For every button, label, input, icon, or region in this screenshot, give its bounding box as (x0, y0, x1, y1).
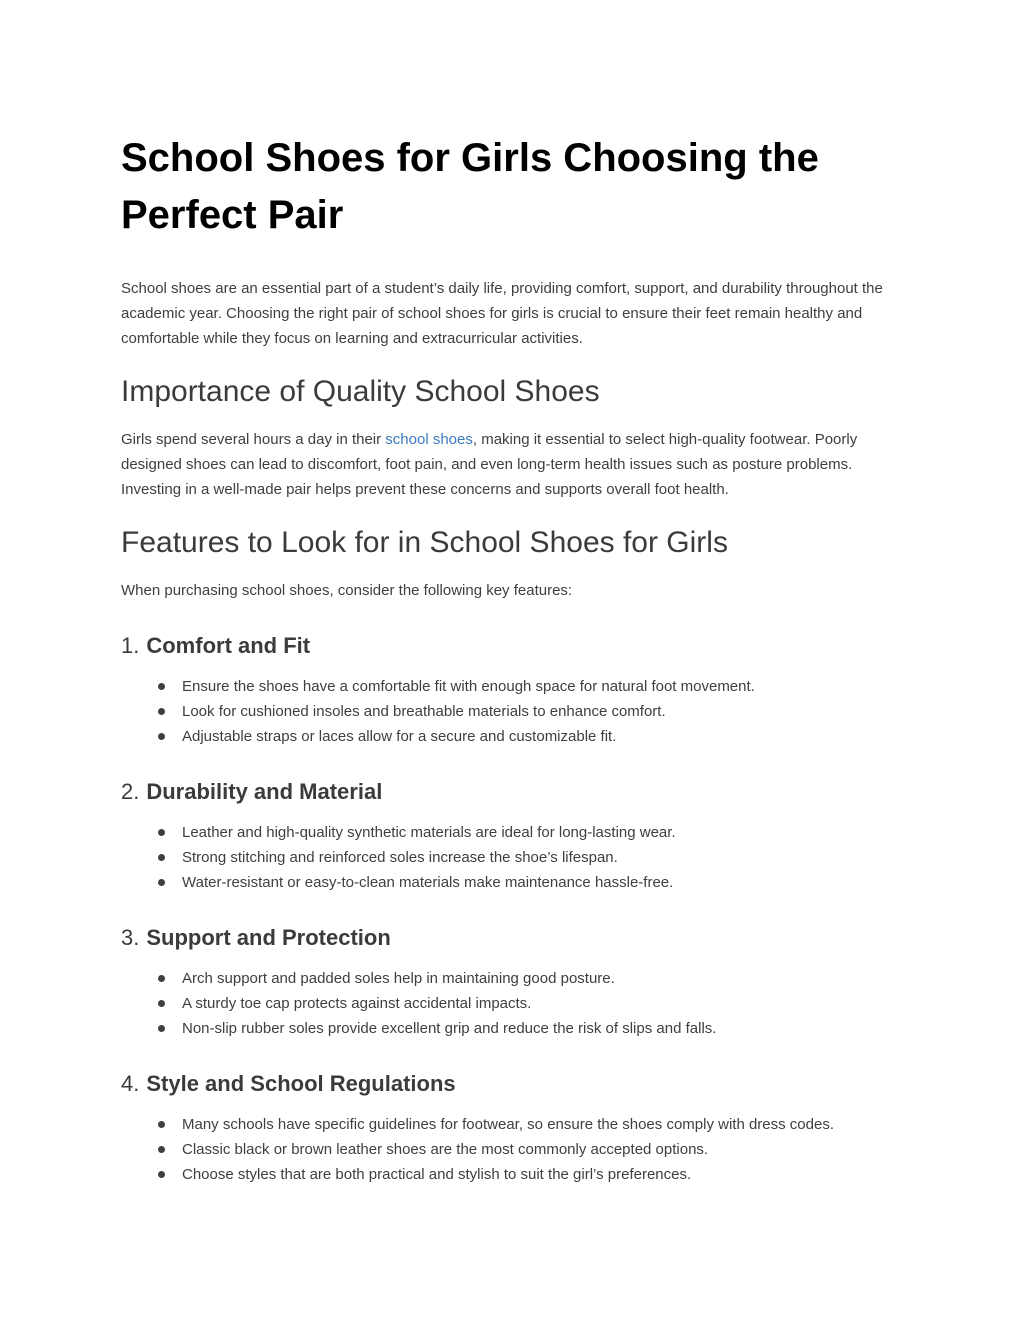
list-item: Choose styles that are both practical and stylish to suit the girl’s preferences. (121, 1162, 903, 1187)
list-item: Strong stitching and reinforced soles increase the shoe’s lifespan. (121, 845, 903, 870)
intro-paragraph: School shoes are an essential part of a student’s daily life, providing comfort, support, and durability throughout the academic year. Choosing the right pair of school shoes for girls is crucial to ensure their feet remain healthy and comfortable while they focus on learning and extracurricular activities. (121, 280, 883, 347)
document-title: School Shoes for Girls Choosing the Perfect Pair (121, 136, 819, 237)
list-item: Arch support and padded soles help in maintaining good posture. (121, 966, 903, 991)
subsection-heading-comfort (121, 631, 903, 661)
feature-list-durability (121, 820, 903, 895)
feature-list-support (121, 966, 903, 1041)
features-lead-paragraph: When purchasing school shoes, consider the following key features: (121, 582, 573, 599)
subsection-number: 4. (121, 1071, 140, 1096)
list-item: Adjustable straps or laces allow for a secure and customizable fit. (121, 724, 903, 749)
subsection-heading-support (121, 923, 903, 953)
subsection-heading-style (121, 1069, 903, 1099)
feature-list-style (121, 1112, 903, 1187)
subsection-title: Style and School Regulations (146, 1071, 456, 1096)
importance-text-pre: Girls spend several hours a day in their (121, 431, 386, 448)
list-item: Leather and high-quality synthetic materials are ideal for long-lasting wear. (121, 820, 903, 845)
subsection-title: Support and Protection (146, 925, 391, 950)
list-item: Many schools have specific guidelines for footwear, so ensure the shoes comply with dress codes. (121, 1112, 903, 1137)
subsection-number: 3. (121, 925, 140, 950)
list-item: A sturdy toe cap protects against accidental impacts. (121, 991, 903, 1016)
importance-text-post: , making it essential to select high-quality footwear. Poorly designed shoes can lead to discomfort, foot pain, and even long-term health issues such as posture problems. Investing in a well-made pair helps prevent these concerns and supports overall foot health. (121, 431, 858, 498)
list-item: Non-slip rubber soles provide excellent grip and reduce the risk of slips and falls. (121, 1016, 903, 1041)
list-item: Look for cushioned insoles and breathable materials to enhance comfort. (121, 699, 903, 724)
subsection-title: Durability and Material (146, 779, 383, 804)
importance-paragraph (121, 427, 903, 502)
list-item: Ensure the shoes have a comfortable fit with enough space for natural foot movement. (121, 674, 903, 699)
section-heading-importance: Importance of Quality School Shoes (121, 375, 600, 408)
subsection-number: 1. (121, 633, 140, 658)
list-item: Classic black or brown leather shoes are the most commonly accepted options. (121, 1137, 903, 1162)
subsection-number: 2. (121, 779, 140, 804)
feature-list-comfort (121, 674, 903, 749)
subsection-title: Comfort and Fit (146, 633, 311, 658)
section-heading-features: Features to Look for in School Shoes for Girls (121, 526, 728, 559)
subsection-heading-durability (121, 777, 903, 807)
list-item: Water-resistant or easy-to-clean materials make maintenance hassle-free. (121, 870, 903, 895)
school-shoes-link[interactable]: school shoes (385, 431, 473, 448)
